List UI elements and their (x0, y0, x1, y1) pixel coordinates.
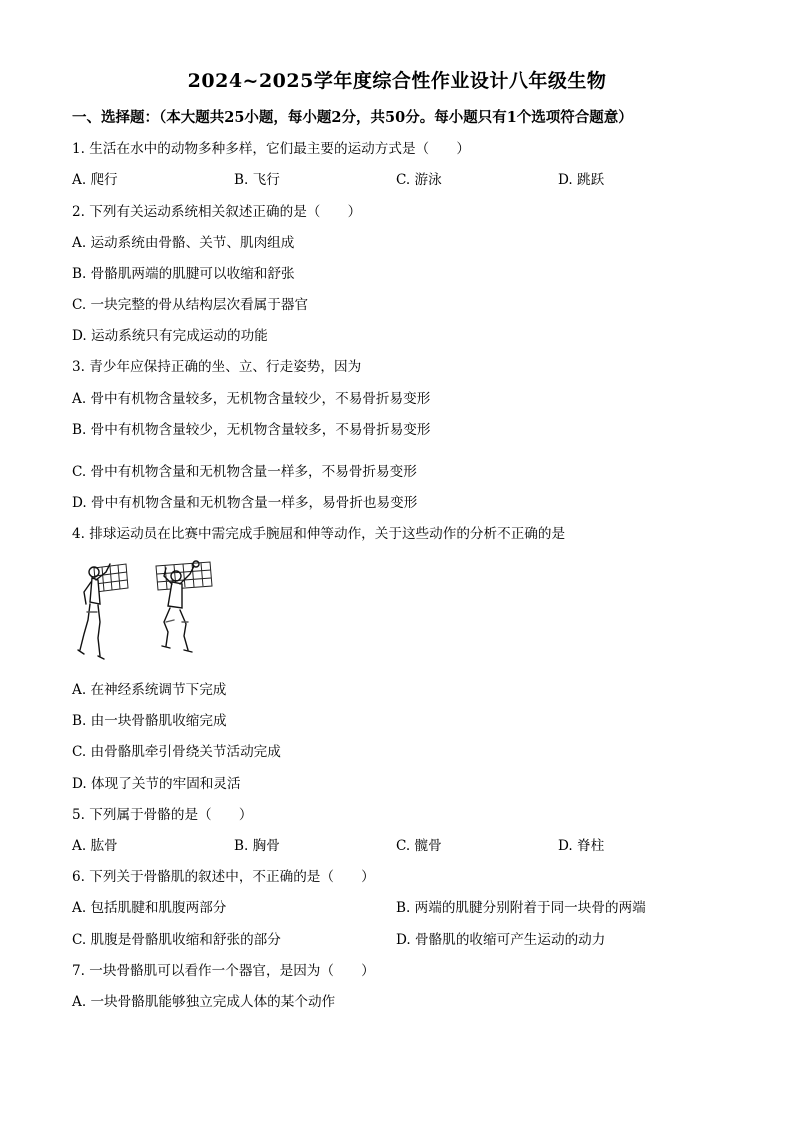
question-1-stem: 1. 生活在水中的动物多种多样，它们最主要的运动方式是（ ） (72, 141, 470, 157)
question-4-stem: 4. 排球运动员在比赛中需完成手腕屈和伸等动作，关于这些动作的分析不正确的是 (72, 526, 566, 542)
q1-option-c: C. 游泳 (396, 172, 442, 188)
q3-option-a: A. 骨中有机物含量较多，无机物含量较少，不易骨折易变形 (72, 391, 431, 407)
q3-option-d: D. 骨中有机物含量和无机物含量一样多，易骨折也易变形 (72, 495, 418, 511)
section-heading: 一、选择题：（本大题共25小题，每小题2分，共50分。每小题只有1个选项符合题意） (72, 109, 633, 126)
q5-option-a: A. 肱骨 (72, 838, 118, 854)
q6-option-d: D. 骨骼肌的收缩可产生运动的动力 (396, 932, 606, 948)
q1-option-a: A. 爬行 (72, 172, 118, 188)
q1-option-b: B. 飞行 (234, 172, 280, 188)
q6-option-b: B. 两端的肌腱分别附着于同一块骨的两端 (396, 900, 646, 916)
q3-option-c: C. 骨中有机物含量和无机物含量一样多，不易骨折易变形 (72, 464, 417, 480)
q2-option-b: B. 骨骼肌两端的肌腱可以收缩和舒张 (72, 266, 295, 282)
q4-option-b: B. 由一块骨骼肌收缩完成 (72, 713, 227, 729)
q6-option-a: A. 包括肌腱和肌腹两部分 (72, 900, 227, 916)
q7-option-a: A. 一块骨骼肌能够独立完成人体的某个动作 (72, 994, 336, 1010)
q2-option-c: C. 一块完整的骨从结构层次看属于器官 (72, 297, 309, 313)
question-3-stem: 3. 青少年应保持正确的坐、立、行走姿势，因为 (72, 359, 362, 375)
question-2-stem: 2. 下列有关运动系统相关叙述正确的是（ ） (72, 204, 362, 220)
q1-option-d: D. 跳跃 (558, 172, 605, 188)
question-6-stem: 6. 下列关于骨骼肌的叙述中，不正确的是（ ） (72, 869, 375, 885)
q4-option-a: A. 在神经系统调节下完成 (72, 682, 227, 698)
page-title: 2024~2025学年度综合性作业设计八年级生物 (187, 70, 607, 92)
q5-option-c: C. 髋骨 (396, 838, 442, 854)
volleyball-players-figure (72, 560, 222, 672)
q3-option-b: B. 骨中有机物含量较少，无机物含量较多，不易骨折易变形 (72, 422, 431, 438)
q6-option-c: C. 肌腹是骨骼肌收缩和舒张的部分 (72, 932, 281, 948)
q2-option-a: A. 运动系统由骨骼、关节、肌肉组成 (72, 235, 295, 251)
q5-option-b: B. 胸骨 (234, 838, 280, 854)
question-5-stem: 5. 下列属于骨骼的是（ ） (72, 807, 253, 823)
q2-option-d: D. 运动系统只有完成运动的功能 (72, 328, 268, 344)
q5-option-d: D. 脊柱 (558, 838, 605, 854)
q4-option-d: D. 体现了关节的牢固和灵活 (72, 776, 241, 792)
question-7-stem: 7. 一块骨骼肌可以看作一个器官，是因为（ ） (72, 963, 375, 979)
q4-option-c: C. 由骨骼肌牵引骨绕关节活动完成 (72, 744, 281, 760)
